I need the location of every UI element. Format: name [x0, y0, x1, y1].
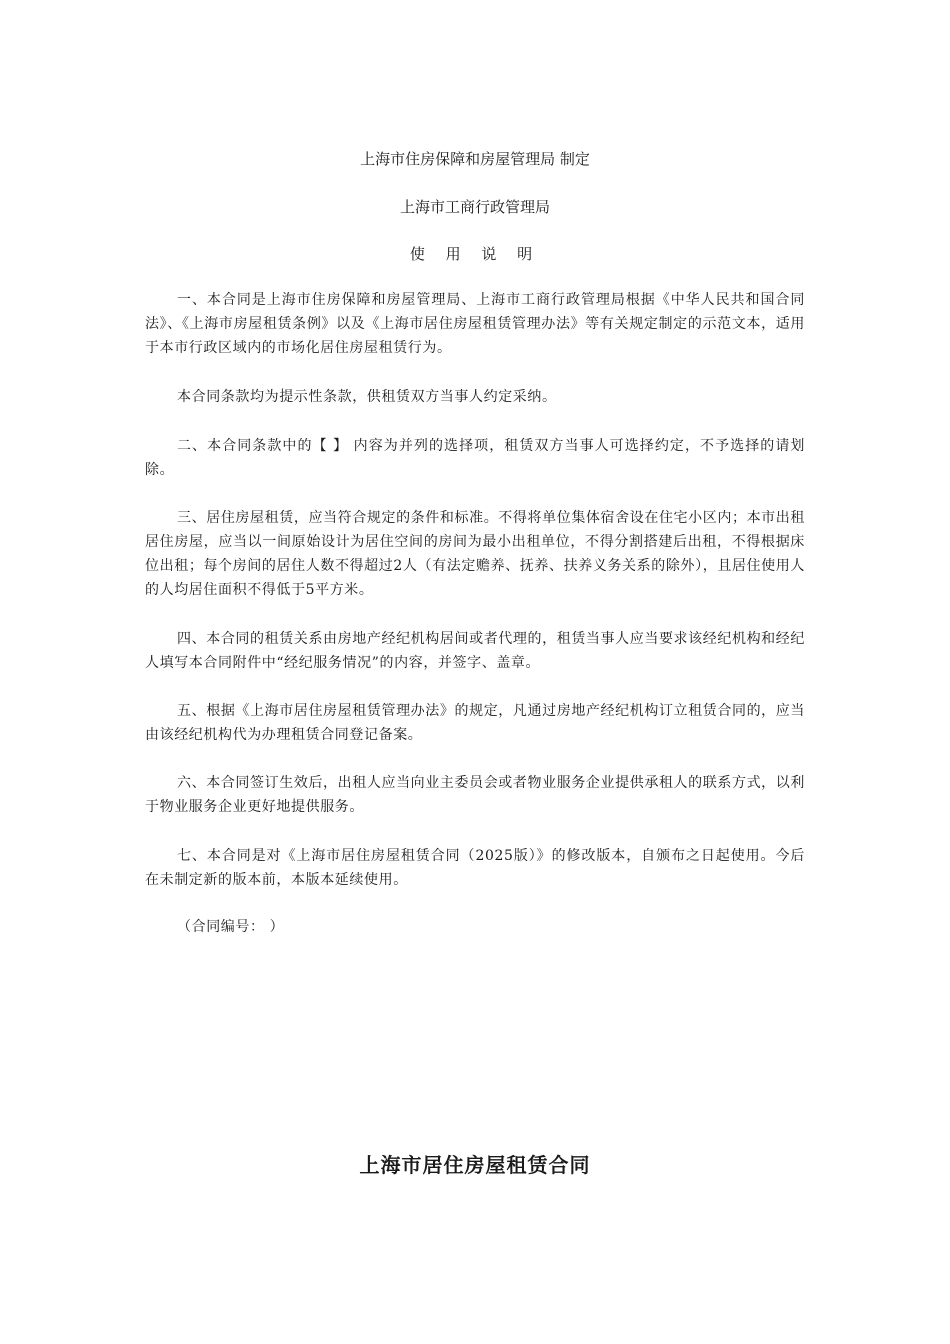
instruction-paragraph: 四、本合同的租赁关系由房地产经纪机构居间或者代理的，租赁当事人应当要求该经纪机构和经纪人填写本合同附件中“经纪服务情况”的内容，并签字、盖章。 [145, 631, 805, 671]
instruction-paragraph: 本合同条款均为提示性条款，供租赁双方当事人约定采纳。 [177, 389, 557, 405]
instruction-paragraph: 三、居住房屋租赁，应当符合规定的条件和标准。不得将单位集体宿舍设在住宅小区内；本市出租居住房屋，应当以一间原始设计为居住空间的房间为最小出租单位，不得分割搭建后出租，不得根据床位出租；每个房间的居住人数不得超过2人（有法定赡养、抚养、扶养义务关系的除外），且居住使用人的人均居住面积不得低于5平方米。 [145, 510, 805, 598]
instruction-paragraph: 一、本合同是上海市住房保障和房屋管理局、上海市工商行政管理局根据《中华人民共和国合同法》、《上海市房屋租赁条例》以及《上海市居住房屋租赁管理办法》等有关规定制定的示范文本，适用于本市行政区域内的市场化居住房屋租赁行为。 [145, 292, 805, 356]
instructions-title: 使 用 说 明 [409, 245, 541, 263]
instruction-paragraph: 二、本合同条款中的【 】 内容为并列的选择项，租赁双方当事人可选择约定，不予选择的请划除。 [145, 438, 805, 478]
issuer-line-2: 上海市工商行政管理局 [399, 198, 550, 216]
contract-title: 上海市居住房屋租赁合同 [359, 1153, 591, 1177]
instruction-paragraph: 五、根据《上海市居住房屋租赁管理办法》的规定，凡通过房地产经纪机构订立租赁合同的，应当由该经纪机构代为办理租赁合同登记备案。 [145, 703, 805, 743]
instruction-paragraph: 七、本合同是对《上海市居住房屋租赁合同（2025版）》的修改版本，自颁布之日起使用。今后在未制定新的版本前，本版本延续使用。 [145, 848, 805, 888]
instruction-paragraph: 六、本合同签订生效后，出租人应当向业主委员会或者物业服务企业提供承租人的联系方式，以利于物业服务企业更好地提供服务。 [145, 775, 805, 815]
issuer-line-1: 上海市住房保障和房屋管理局 制定 [360, 150, 590, 168]
contract-number-line: （合同编号： ） [177, 919, 285, 935]
